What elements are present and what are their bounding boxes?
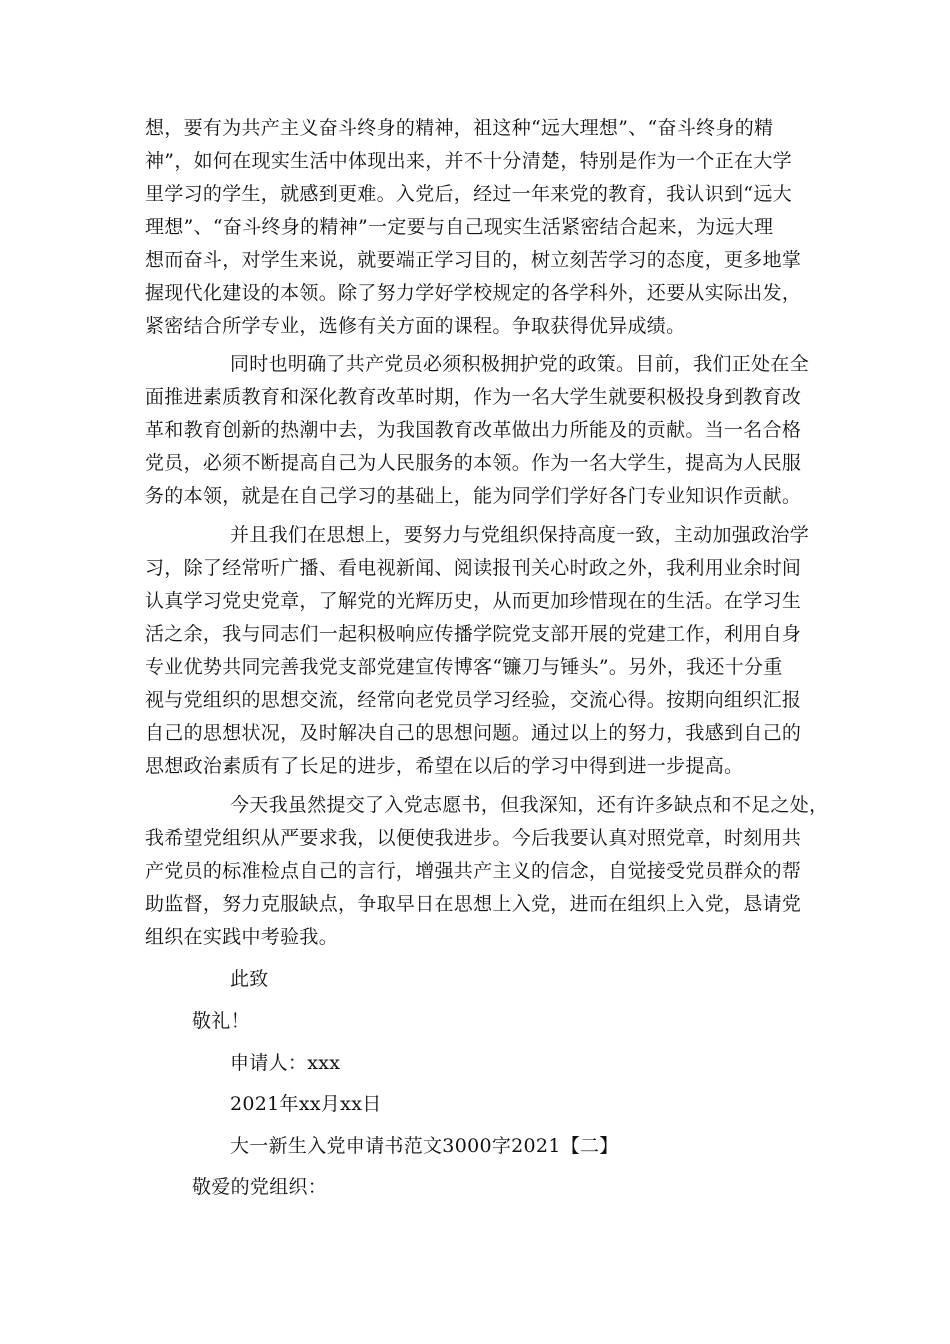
text-line: 视与党组织的思想交流，经常向老党员学习经验，交流心得。按期向组织汇报 — [145, 689, 802, 711]
text-line: 神”，如何在现实生活中体现出来，并不十分清楚，特别是作为一个正在大学 — [145, 150, 792, 172]
text-line: 活之余，我与同志们一起积极响应传播学院党支部开展的党建工作，利用自身 — [145, 623, 802, 645]
paragraph-first-line: 并且我们在思想上，要努力与党组织保持高度一致，主动加强政治学 — [230, 524, 810, 546]
text-line: 握现代化建设的本领。除了努力学好学校规定的各学科外，还要从实际出发， — [145, 282, 802, 304]
text-line: 专业优势共同完善我党支部党建宣传博客“镰刀与锤头”。另外，我还十分重 — [145, 656, 783, 678]
paragraph-first-line: 同时也明确了共产党员必须积极拥护党的政策。目前，我们正处在全 — [230, 353, 810, 375]
closing-jingli: 敬礼！ — [192, 1010, 250, 1032]
application-date: 2021年xx月xx日 — [230, 1093, 382, 1115]
next-section-title: 大一新生入党申请书范文3000字2021【二】 — [230, 1135, 619, 1157]
paragraph-first-line: 今天我虽然提交了入党志愿书，但我深知，还有许多缺点和不足之处， — [230, 794, 829, 816]
text-line: 紧密结合所学专业，选修有关方面的课程。争取获得优异成绩。 — [145, 315, 686, 337]
text-line: 产党员的标准检点自己的言行，增强共产主义的信念，自觉接受党员群众的帮 — [145, 860, 802, 882]
text-line: 自己的思想状况，及时解决自己的思想问题。通过以上的努力，我感到自己的 — [145, 722, 802, 744]
text-line: 理想”、“奋斗终身的精神”一定要与自己现实生活紧密结合起来，为远大理 — [145, 216, 774, 238]
text-line: 我希望党组织从严要求我，以便使我进步。今后我要认真对照党章，时刻用共 — [145, 827, 802, 849]
text-line: 想，要有为共产主义奋斗终身的精神，祖这种“远大理想”、“奋斗终身的精 — [145, 117, 774, 139]
text-line: 思想政治素质有了长足的进步，希望在以后的学习中得到进一步提高。 — [145, 755, 744, 777]
text-line: 助监督，努力克服缺点，争取早日在思想上入党，进而在组织上入党，恳请党 — [145, 893, 802, 915]
text-line: 面推进素质教育和深化教育改革时期，作为一名大学生就要积极投身到教育改 — [145, 386, 802, 408]
text-line: 习，除了经常听广播、看电视新闻、阅读报刊关心时政之外，我利用业余时间 — [145, 557, 802, 579]
salutation: 敬爱的党组织： — [192, 1176, 328, 1198]
text-line: 里学习的学生，就感到更难。入党后，经过一年来党的教育，我认识到“远大 — [145, 183, 792, 205]
text-line: 组织在实践中考验我。 — [145, 926, 339, 948]
text-line: 想而奋斗，对学生来说，就要端正学习目的，树立刻苦学习的态度，更多地掌 — [145, 249, 802, 271]
text-line: 革和教育创新的热潮中去，为我国教育改革做出力所能及的贡献。当一名合格 — [145, 419, 802, 441]
applicant-signature: 申请人：xxx — [230, 1052, 341, 1074]
text-line: 党员，必须不断提高自己为人民服务的本领。作为一名大学生，提高为人民服 — [145, 452, 802, 474]
closing-cizhi: 此致 — [230, 968, 269, 990]
text-line: 务的本领，就是在自己学习的基础上，能为同学们学好各门专业知识作贡献。 — [145, 485, 802, 507]
text-line: 认真学习党史党章，了解党的光辉历史，从而更加珍惜现在的生活。在学习生 — [145, 590, 802, 612]
